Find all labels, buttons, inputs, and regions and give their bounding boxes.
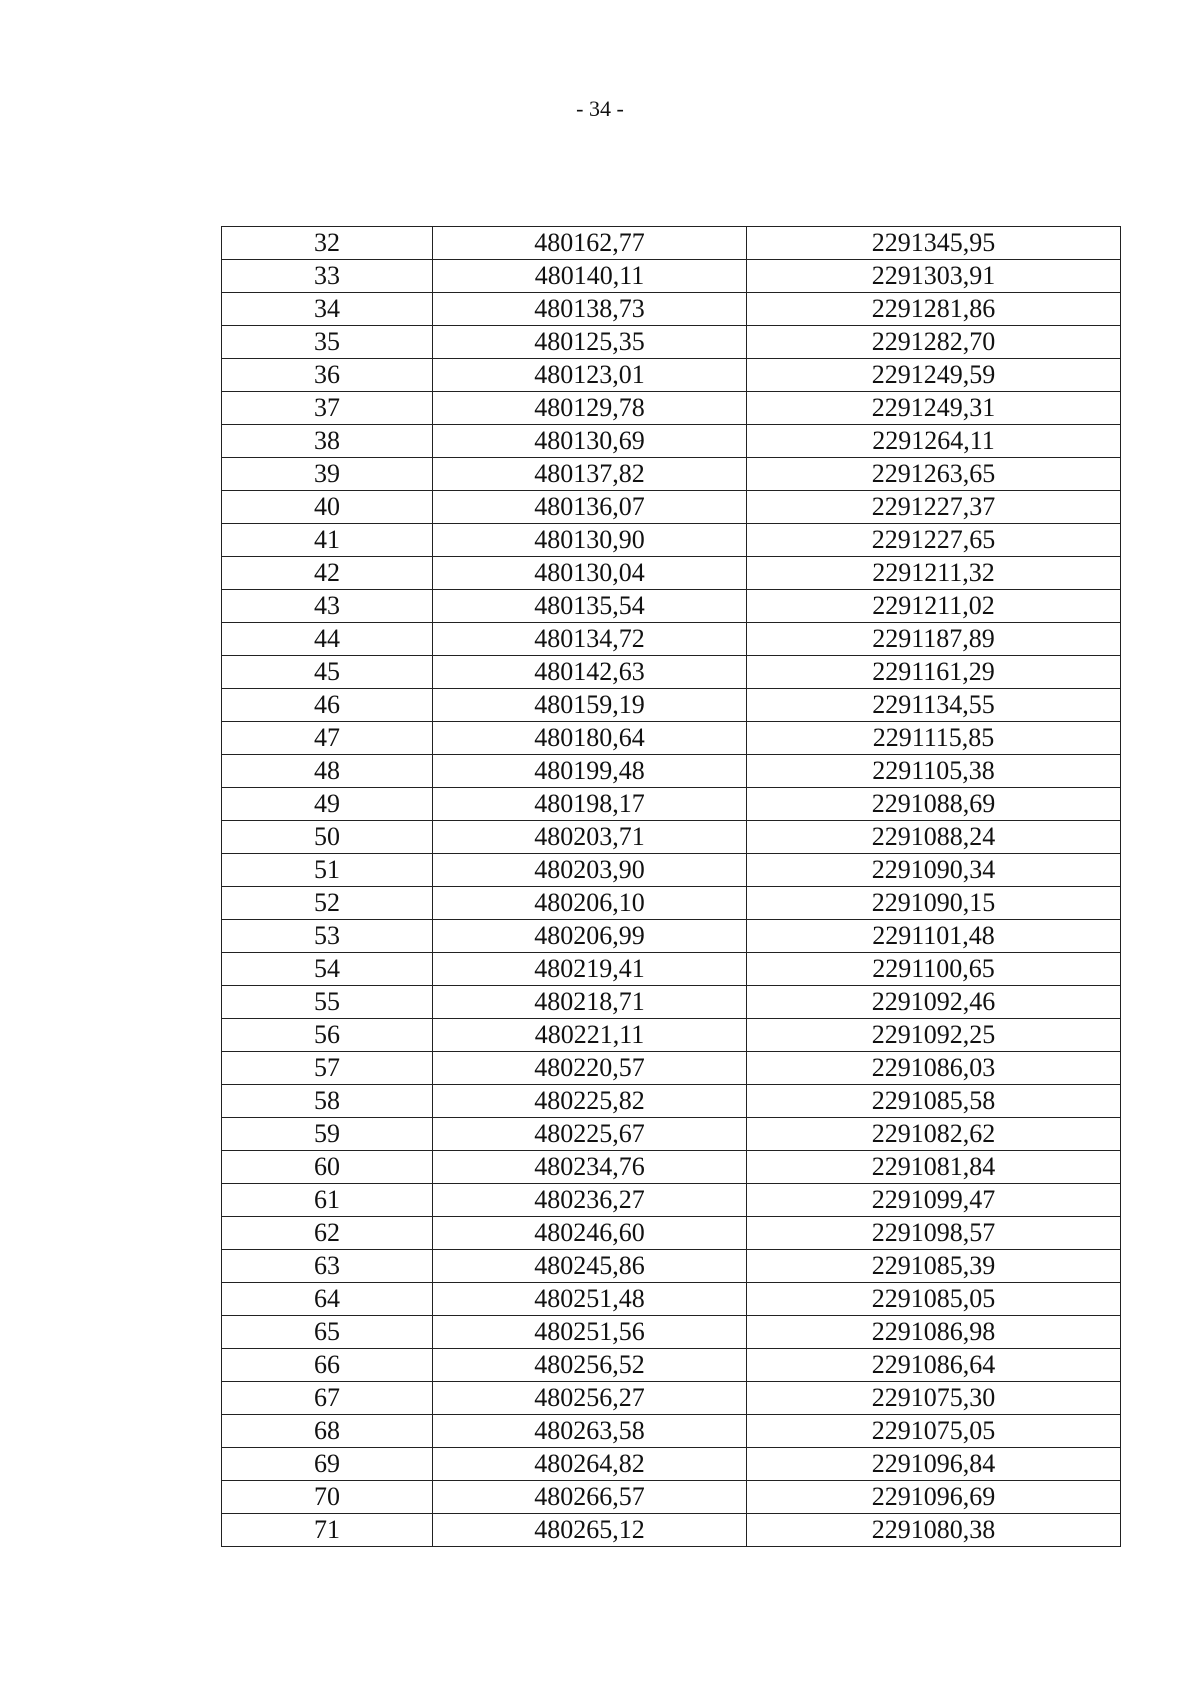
x-coordinate-cell: 480221,11	[433, 1019, 747, 1052]
y-coordinate-cell: 2291080,38	[747, 1514, 1121, 1547]
table-row	[222, 1316, 1121, 1349]
point-number-cell: 60	[222, 1151, 433, 1184]
table-row	[222, 1448, 1121, 1481]
y-coordinate-cell: 2291092,46	[747, 986, 1121, 1019]
x-coordinate-cell: 480246,60	[433, 1217, 747, 1250]
y-coordinate-cell: 2291090,15	[747, 887, 1121, 920]
x-coordinate-cell: 480180,64	[433, 722, 747, 755]
x-coordinate-cell: 480130,90	[433, 524, 747, 557]
y-coordinate-cell: 2291088,69	[747, 788, 1121, 821]
point-number-cell: 49	[222, 788, 433, 821]
x-coordinate-cell: 480263,58	[433, 1415, 747, 1448]
y-coordinate-cell: 2291088,24	[747, 821, 1121, 854]
y-coordinate-cell: 2291263,65	[747, 458, 1121, 491]
point-number-cell: 44	[222, 623, 433, 656]
y-coordinate-cell: 2291090,34	[747, 854, 1121, 887]
x-coordinate-cell: 480256,27	[433, 1382, 747, 1415]
y-coordinate-cell: 2291227,65	[747, 524, 1121, 557]
y-coordinate-cell: 2291099,47	[747, 1184, 1121, 1217]
y-coordinate-cell: 2291115,85	[747, 722, 1121, 755]
point-number-cell: 35	[222, 326, 433, 359]
table-row	[222, 293, 1121, 326]
x-coordinate-cell: 480225,82	[433, 1085, 747, 1118]
point-number-cell: 61	[222, 1184, 433, 1217]
y-coordinate-cell: 2291281,86	[747, 293, 1121, 326]
table-row	[222, 359, 1121, 392]
x-coordinate-cell: 480256,52	[433, 1349, 747, 1382]
y-coordinate-cell: 2291161,29	[747, 656, 1121, 689]
point-number-cell: 41	[222, 524, 433, 557]
point-number-cell: 48	[222, 755, 433, 788]
x-coordinate-cell: 480137,82	[433, 458, 747, 491]
table-row	[222, 326, 1121, 359]
table-row	[222, 986, 1121, 1019]
y-coordinate-cell: 2291303,91	[747, 260, 1121, 293]
x-coordinate-cell: 480138,73	[433, 293, 747, 326]
point-number-cell: 62	[222, 1217, 433, 1250]
y-coordinate-cell: 2291085,05	[747, 1283, 1121, 1316]
table-row	[222, 227, 1121, 260]
x-coordinate-cell: 480265,12	[433, 1514, 747, 1547]
point-number-cell: 46	[222, 689, 433, 722]
table-row	[222, 920, 1121, 953]
x-coordinate-cell: 480199,48	[433, 755, 747, 788]
x-coordinate-cell: 480130,69	[433, 425, 747, 458]
y-coordinate-cell: 2291264,11	[747, 425, 1121, 458]
y-coordinate-cell: 2291096,69	[747, 1481, 1121, 1514]
x-coordinate-cell: 480266,57	[433, 1481, 747, 1514]
x-coordinate-cell: 480162,77	[433, 227, 747, 260]
point-number-cell: 39	[222, 458, 433, 491]
x-coordinate-cell: 480203,71	[433, 821, 747, 854]
x-coordinate-cell: 480206,99	[433, 920, 747, 953]
table-row	[222, 1349, 1121, 1382]
x-coordinate-cell: 480251,48	[433, 1283, 747, 1316]
point-number-cell: 47	[222, 722, 433, 755]
x-coordinate-cell: 480218,71	[433, 986, 747, 1019]
x-coordinate-cell: 480134,72	[433, 623, 747, 656]
table-row	[222, 425, 1121, 458]
y-coordinate-cell: 2291134,55	[747, 689, 1121, 722]
point-number-cell: 38	[222, 425, 433, 458]
x-coordinate-cell: 480135,54	[433, 590, 747, 623]
x-coordinate-cell: 480159,19	[433, 689, 747, 722]
table-row	[222, 1415, 1121, 1448]
point-number-cell: 70	[222, 1481, 433, 1514]
y-coordinate-cell: 2291101,48	[747, 920, 1121, 953]
y-coordinate-cell: 2291345,95	[747, 227, 1121, 260]
point-number-cell: 65	[222, 1316, 433, 1349]
x-coordinate-cell: 480234,76	[433, 1151, 747, 1184]
point-number-cell: 33	[222, 260, 433, 293]
point-number-cell: 32	[222, 227, 433, 260]
table-row	[222, 1283, 1121, 1316]
table-row	[222, 755, 1121, 788]
y-coordinate-cell: 2291075,30	[747, 1382, 1121, 1415]
point-number-cell: 71	[222, 1514, 433, 1547]
table-row	[222, 887, 1121, 920]
table-row	[222, 524, 1121, 557]
x-coordinate-cell: 480251,56	[433, 1316, 747, 1349]
page-number: - 34 -	[576, 96, 624, 121]
point-number-cell: 52	[222, 887, 433, 920]
y-coordinate-cell: 2291086,98	[747, 1316, 1121, 1349]
point-number-cell: 59	[222, 1118, 433, 1151]
x-coordinate-cell: 480203,90	[433, 854, 747, 887]
table-row	[222, 821, 1121, 854]
y-coordinate-cell: 2291075,05	[747, 1415, 1121, 1448]
x-coordinate-cell: 480136,07	[433, 491, 747, 524]
point-number-cell: 34	[222, 293, 433, 326]
point-number-cell: 63	[222, 1250, 433, 1283]
table-row	[222, 260, 1121, 293]
y-coordinate-cell: 2291100,65	[747, 953, 1121, 986]
table-row	[222, 689, 1121, 722]
table-row	[222, 1481, 1121, 1514]
table-row	[222, 557, 1121, 590]
point-number-cell: 40	[222, 491, 433, 524]
y-coordinate-cell: 2291081,84	[747, 1151, 1121, 1184]
x-coordinate-cell: 480198,17	[433, 788, 747, 821]
y-coordinate-cell: 2291211,02	[747, 590, 1121, 623]
y-coordinate-cell: 2291085,39	[747, 1250, 1121, 1283]
x-coordinate-cell: 480220,57	[433, 1052, 747, 1085]
table-row	[222, 1151, 1121, 1184]
point-number-cell: 57	[222, 1052, 433, 1085]
point-number-cell: 42	[222, 557, 433, 590]
x-coordinate-cell: 480236,27	[433, 1184, 747, 1217]
table-row	[222, 788, 1121, 821]
y-coordinate-cell: 2291098,57	[747, 1217, 1121, 1250]
table-row	[222, 491, 1121, 524]
y-coordinate-cell: 2291249,31	[747, 392, 1121, 425]
x-coordinate-cell: 480219,41	[433, 953, 747, 986]
point-number-cell: 50	[222, 821, 433, 854]
point-number-cell: 58	[222, 1085, 433, 1118]
y-coordinate-cell: 2291082,62	[747, 1118, 1121, 1151]
y-coordinate-cell: 2291282,70	[747, 326, 1121, 359]
x-coordinate-cell: 480245,86	[433, 1250, 747, 1283]
table-row	[222, 953, 1121, 986]
point-number-cell: 53	[222, 920, 433, 953]
point-number-cell: 36	[222, 359, 433, 392]
y-coordinate-cell: 2291105,38	[747, 755, 1121, 788]
table-row	[222, 1514, 1121, 1547]
point-number-cell: 55	[222, 986, 433, 1019]
table-row	[222, 1250, 1121, 1283]
point-number-cell: 68	[222, 1415, 433, 1448]
x-coordinate-cell: 480123,01	[433, 359, 747, 392]
point-number-cell: 56	[222, 1019, 433, 1052]
point-number-cell: 69	[222, 1448, 433, 1481]
x-coordinate-cell: 480264,82	[433, 1448, 747, 1481]
point-number-cell: 67	[222, 1382, 433, 1415]
y-coordinate-cell: 2291086,03	[747, 1052, 1121, 1085]
table-row	[222, 656, 1121, 689]
point-number-cell: 54	[222, 953, 433, 986]
x-coordinate-cell: 480142,63	[433, 656, 747, 689]
table-row	[222, 1184, 1121, 1217]
x-coordinate-cell: 480129,78	[433, 392, 747, 425]
y-coordinate-cell: 2291187,89	[747, 623, 1121, 656]
point-number-cell: 45	[222, 656, 433, 689]
table-row	[222, 623, 1121, 656]
point-number-cell: 37	[222, 392, 433, 425]
y-coordinate-cell: 2291211,32	[747, 557, 1121, 590]
table-row	[222, 1118, 1121, 1151]
table-row	[222, 392, 1121, 425]
table-row	[222, 1217, 1121, 1250]
point-number-cell: 51	[222, 854, 433, 887]
table-row	[222, 458, 1121, 491]
point-number-cell: 64	[222, 1283, 433, 1316]
table-row	[222, 1085, 1121, 1118]
table-row	[222, 1019, 1121, 1052]
point-number-cell: 66	[222, 1349, 433, 1382]
y-coordinate-cell: 2291227,37	[747, 491, 1121, 524]
x-coordinate-cell: 480130,04	[433, 557, 747, 590]
y-coordinate-cell: 2291249,59	[747, 359, 1121, 392]
table-row	[222, 590, 1121, 623]
x-coordinate-cell: 480225,67	[433, 1118, 747, 1151]
point-number-cell: 43	[222, 590, 433, 623]
table-row	[222, 1382, 1121, 1415]
y-coordinate-cell: 2291092,25	[747, 1019, 1121, 1052]
x-coordinate-cell: 480140,11	[433, 260, 747, 293]
coordinates-table	[221, 226, 1121, 1547]
coordinates-table-body	[222, 227, 1121, 1547]
y-coordinate-cell: 2291085,58	[747, 1085, 1121, 1118]
x-coordinate-cell: 480206,10	[433, 887, 747, 920]
y-coordinate-cell: 2291096,84	[747, 1448, 1121, 1481]
y-coordinate-cell: 2291086,64	[747, 1349, 1121, 1382]
table-row	[222, 1052, 1121, 1085]
table-row	[222, 854, 1121, 887]
x-coordinate-cell: 480125,35	[433, 326, 747, 359]
table-row	[222, 722, 1121, 755]
